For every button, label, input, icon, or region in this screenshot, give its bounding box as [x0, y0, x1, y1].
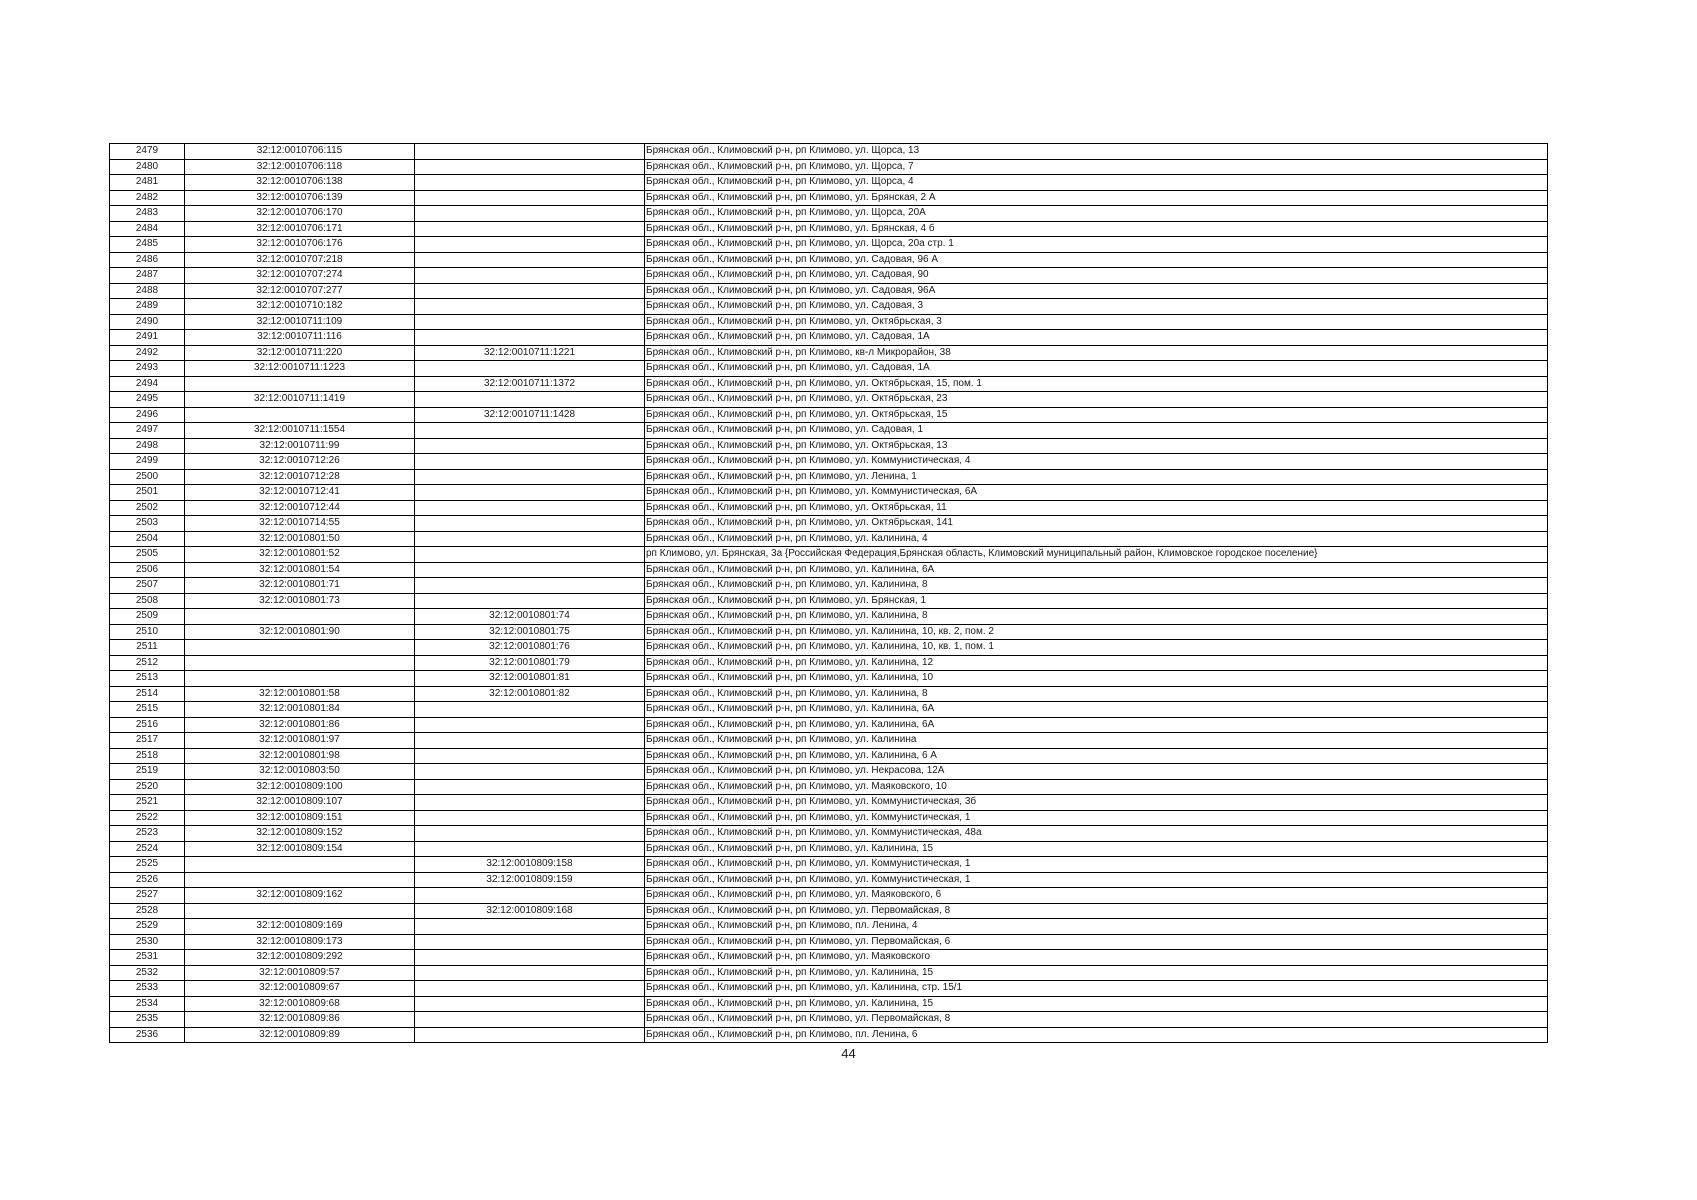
- table-row: [110, 454, 1548, 470]
- table-row: [110, 531, 1548, 547]
- related-cadastral-number: [415, 299, 645, 315]
- address-cell: Брянская обл., Климовский р-н, рп Климово, ул. Октябрьская, 23: [645, 392, 1548, 408]
- address-cell: Брянская обл., Климовский р-н, рп Климово, ул. Октябрьская, 15: [645, 407, 1548, 423]
- related-cadastral-number: 32:12:0010711:1428: [415, 407, 645, 423]
- table-row: [110, 376, 1548, 392]
- address-cell: Брянская обл., Климовский р-н, рп Климово, ул. Калинина, 8: [645, 578, 1548, 594]
- table-row: [110, 934, 1548, 950]
- table-row: [110, 671, 1548, 687]
- table-row: [110, 578, 1548, 594]
- cadastral-number: 32:12:0010801:58: [185, 686, 415, 702]
- cadastral-number: [185, 872, 415, 888]
- related-cadastral-number: 32:12:0010801:76: [415, 640, 645, 656]
- table-row: [110, 748, 1548, 764]
- cadastral-number: 32:12:0010706:176: [185, 237, 415, 253]
- row-number: 2499: [110, 454, 185, 470]
- related-cadastral-number: 32:12:0010809:159: [415, 872, 645, 888]
- cadastral-number: 32:12:0010706:139: [185, 190, 415, 206]
- row-number: 2521: [110, 795, 185, 811]
- cadastral-number: 32:12:0010711:1223: [185, 361, 415, 377]
- row-number: 2503: [110, 516, 185, 532]
- row-number: 2497: [110, 423, 185, 439]
- address-cell: Брянская обл., Климовский р-н, рп Климово, ул. Калинина, стр. 15/1: [645, 981, 1548, 997]
- address-cell: Брянская обл., Климовский р-н, рп Климово, ул. Калинина, 15: [645, 996, 1548, 1012]
- table-row: [110, 144, 1548, 160]
- related-cadastral-number: [415, 810, 645, 826]
- cadastral-number: 32:12:0010711:116: [185, 330, 415, 346]
- related-cadastral-number: [415, 578, 645, 594]
- address-cell: Брянская обл., Климовский р-н, рп Климово, ул. Садовая, 96А: [645, 283, 1548, 299]
- table-row: [110, 1012, 1548, 1028]
- address-cell: Брянская обл., Климовский р-н, рп Климово, ул. Садовая, 1А: [645, 330, 1548, 346]
- related-cadastral-number: [415, 779, 645, 795]
- table-row: [110, 361, 1548, 377]
- related-cadastral-number: [415, 361, 645, 377]
- cadastral-number: 32:12:0010712:41: [185, 485, 415, 501]
- related-cadastral-number: [415, 888, 645, 904]
- table-row: [110, 500, 1548, 516]
- cadastral-number: 32:12:0010714:55: [185, 516, 415, 532]
- related-cadastral-number: [415, 950, 645, 966]
- table-row: [110, 299, 1548, 315]
- cadastral-number: 32:12:0010801:97: [185, 733, 415, 749]
- related-cadastral-number: [415, 252, 645, 268]
- related-cadastral-number: [415, 516, 645, 532]
- table-row: [110, 159, 1548, 175]
- address-cell: Брянская обл., Климовский р-н, рп Климово, ул. Калинина, 6А: [645, 702, 1548, 718]
- address-cell: Брянская обл., Климовский р-н, рп Климово, ул. Брянская, 4 б: [645, 221, 1548, 237]
- row-number: 2480: [110, 159, 185, 175]
- cadastral-number: 32:12:0010801:98: [185, 748, 415, 764]
- related-cadastral-number: [415, 500, 645, 516]
- related-cadastral-number: [415, 175, 645, 191]
- address-cell: Брянская обл., Климовский р-н, рп Климово, ул. Коммунистическая, 1: [645, 872, 1548, 888]
- related-cadastral-number: 32:12:0010801:74: [415, 609, 645, 625]
- row-number: 2509: [110, 609, 185, 625]
- row-number: 2528: [110, 903, 185, 919]
- row-number: 2519: [110, 764, 185, 780]
- cadastral-number: 32:12:0010801:52: [185, 547, 415, 563]
- row-number: 2507: [110, 578, 185, 594]
- table-row: [110, 810, 1548, 826]
- row-number: 2516: [110, 717, 185, 733]
- address-cell: Брянская обл., Климовский р-н, рп Климово, ул. Октябрьская, 13: [645, 438, 1548, 454]
- cadastral-number: 32:12:0010809:154: [185, 841, 415, 857]
- cadastral-number: 32:12:0010809:151: [185, 810, 415, 826]
- related-cadastral-number: [415, 159, 645, 175]
- cadastral-number: 32:12:0010711:220: [185, 345, 415, 361]
- table-row: [110, 438, 1548, 454]
- cadastral-number: [185, 857, 415, 873]
- table-row: [110, 702, 1548, 718]
- related-cadastral-number: 32:12:0010801:82: [415, 686, 645, 702]
- cadastral-number: 32:12:0010809:100: [185, 779, 415, 795]
- address-cell: Брянская обл., Климовский р-н, рп Климово, ул. Калинина: [645, 733, 1548, 749]
- property-table: [109, 143, 1548, 1043]
- table-row: [110, 655, 1548, 671]
- row-number: 2525: [110, 857, 185, 873]
- related-cadastral-number: [415, 485, 645, 501]
- related-cadastral-number: [415, 919, 645, 935]
- related-cadastral-number: [415, 221, 645, 237]
- related-cadastral-number: [415, 841, 645, 857]
- table-row: [110, 981, 1548, 997]
- table-row: [110, 888, 1548, 904]
- cadastral-number: 32:12:0010706:115: [185, 144, 415, 160]
- related-cadastral-number: [415, 764, 645, 780]
- table-row: [110, 330, 1548, 346]
- cadastral-number: 32:12:0010706:118: [185, 159, 415, 175]
- table-row: [110, 996, 1548, 1012]
- row-number: 2527: [110, 888, 185, 904]
- row-number: 2496: [110, 407, 185, 423]
- related-cadastral-number: [415, 593, 645, 609]
- address-cell: Брянская обл., Климовский р-н, рп Климово, пл. Ленина, 4: [645, 919, 1548, 935]
- address-cell: Брянская обл., Климовский р-н, рп Климово, ул. Калинина, 8: [645, 609, 1548, 625]
- address-cell: Брянская обл., Климовский р-н, рп Климово, ул. Первомайская, 6: [645, 934, 1548, 950]
- cadastral-number: 32:12:0010706:170: [185, 206, 415, 222]
- cadastral-number: 32:12:0010711:99: [185, 438, 415, 454]
- row-number: 2526: [110, 872, 185, 888]
- row-number: 2524: [110, 841, 185, 857]
- address-cell: Брянская обл., Климовский р-н, рп Климово, ул. Октябрьская, 3: [645, 314, 1548, 330]
- table-row: [110, 950, 1548, 966]
- row-number: 2484: [110, 221, 185, 237]
- row-number: 2481: [110, 175, 185, 191]
- cadastral-number: 32:12:0010809:67: [185, 981, 415, 997]
- table-row: [110, 903, 1548, 919]
- cadastral-number: 32:12:0010707:218: [185, 252, 415, 268]
- row-number: 2489: [110, 299, 185, 315]
- table-row: [110, 1027, 1548, 1043]
- table-row: [110, 717, 1548, 733]
- row-number: 2487: [110, 268, 185, 284]
- cadastral-number: 32:12:0010803:50: [185, 764, 415, 780]
- row-number: 2518: [110, 748, 185, 764]
- table-row: [110, 640, 1548, 656]
- address-cell: Брянская обл., Климовский р-н, рп Климово, ул. Калинина, 15: [645, 965, 1548, 981]
- table-row: [110, 314, 1548, 330]
- address-cell: Брянская обл., Климовский р-н, рп Климово, ул. Калинина, 15: [645, 841, 1548, 857]
- table-row: [110, 175, 1548, 191]
- row-number: 2508: [110, 593, 185, 609]
- table-row: [110, 268, 1548, 284]
- table-row: [110, 562, 1548, 578]
- related-cadastral-number: [415, 392, 645, 408]
- related-cadastral-number: [415, 423, 645, 439]
- address-cell: Брянская обл., Климовский р-н, рп Климово, ул. Садовая, 1: [645, 423, 1548, 439]
- cadastral-number: [185, 609, 415, 625]
- cadastral-number: 32:12:0010809:89: [185, 1027, 415, 1043]
- cadastral-number: [185, 671, 415, 687]
- cadastral-number: 32:12:0010809:68: [185, 996, 415, 1012]
- table-row: [110, 283, 1548, 299]
- row-number: 2520: [110, 779, 185, 795]
- table-row: [110, 872, 1548, 888]
- related-cadastral-number: [415, 1027, 645, 1043]
- cadastral-number: 32:12:0010711:1554: [185, 423, 415, 439]
- address-cell: Брянская обл., Климовский р-н, рп Климово, ул. Щорса, 4: [645, 175, 1548, 191]
- row-number: 2485: [110, 237, 185, 253]
- cadastral-number: 32:12:0010706:138: [185, 175, 415, 191]
- row-number: 2513: [110, 671, 185, 687]
- table-row: [110, 593, 1548, 609]
- row-number: 2505: [110, 547, 185, 563]
- cadastral-number: 32:12:0010712:44: [185, 500, 415, 516]
- table-row: [110, 423, 1548, 439]
- table-row: [110, 779, 1548, 795]
- table-row: [110, 190, 1548, 206]
- table-row: [110, 206, 1548, 222]
- row-number: 2531: [110, 950, 185, 966]
- related-cadastral-number: [415, 1012, 645, 1028]
- table-row: [110, 345, 1548, 361]
- address-cell: Брянская обл., Климовский р-н, рп Климово, ул. Калинина, 10, кв. 1, пом. 1: [645, 640, 1548, 656]
- address-cell: Брянская обл., Климовский р-н, рп Климово, ул. Коммунистическая, 1: [645, 810, 1548, 826]
- related-cadastral-number: [415, 283, 645, 299]
- row-number: 2515: [110, 702, 185, 718]
- table-row: [110, 795, 1548, 811]
- related-cadastral-number: [415, 733, 645, 749]
- table-body: [110, 144, 1548, 1043]
- related-cadastral-number: [415, 438, 645, 454]
- row-number: 2529: [110, 919, 185, 935]
- address-cell: Брянская обл., Климовский р-н, рп Климово, пл. Ленина, 6: [645, 1027, 1548, 1043]
- cadastral-number: 32:12:0010809:173: [185, 934, 415, 950]
- cadastral-number: 32:12:0010801:84: [185, 702, 415, 718]
- cadastral-number: 32:12:0010809:107: [185, 795, 415, 811]
- row-number: 2504: [110, 531, 185, 547]
- address-cell: Брянская обл., Климовский р-н, рп Климово, ул. Садовая, 90: [645, 268, 1548, 284]
- row-number: 2491: [110, 330, 185, 346]
- related-cadastral-number: [415, 748, 645, 764]
- cadastral-number: 32:12:0010801:73: [185, 593, 415, 609]
- address-cell: Брянская обл., Климовский р-н, рп Климово, ул. Калинина, 12: [645, 655, 1548, 671]
- row-number: 2512: [110, 655, 185, 671]
- table-row: [110, 764, 1548, 780]
- cadastral-number: 32:12:0010712:28: [185, 469, 415, 485]
- cadastral-number: 32:12:0010711:1419: [185, 392, 415, 408]
- cadastral-number: 32:12:0010809:169: [185, 919, 415, 935]
- address-cell: Брянская обл., Климовский р-н, рп Климово, ул. Садовая, 96 А: [645, 252, 1548, 268]
- table-row: [110, 516, 1548, 532]
- table-row: [110, 965, 1548, 981]
- related-cadastral-number: [415, 826, 645, 842]
- row-number: 2494: [110, 376, 185, 392]
- row-number: 2532: [110, 965, 185, 981]
- table-row: [110, 609, 1548, 625]
- address-cell: Брянская обл., Климовский р-н, рп Климово, ул. Коммунистическая, 1: [645, 857, 1548, 873]
- address-cell: Брянская обл., Климовский р-н, рп Климово, ул. Калинина, 6А: [645, 717, 1548, 733]
- address-cell: Брянская обл., Климовский р-н, рп Климово, ул. Маяковского, 6: [645, 888, 1548, 904]
- address-cell: Брянская обл., Климовский р-н, рп Климово, ул. Первомайская, 8: [645, 903, 1548, 919]
- table-row: [110, 237, 1548, 253]
- related-cadastral-number: [415, 237, 645, 253]
- related-cadastral-number: 32:12:0010801:81: [415, 671, 645, 687]
- table-row: [110, 221, 1548, 237]
- row-number: 2490: [110, 314, 185, 330]
- table-row: [110, 733, 1548, 749]
- table-row: [110, 841, 1548, 857]
- row-number: 2492: [110, 345, 185, 361]
- address-cell: Брянская обл., Климовский р-н, рп Климово, ул. Щорса, 20А: [645, 206, 1548, 222]
- row-number: 2483: [110, 206, 185, 222]
- table-row: [110, 407, 1548, 423]
- related-cadastral-number: [415, 206, 645, 222]
- address-cell: Брянская обл., Климовский р-н, рп Климово, ул. Калинина, 10, кв. 2, пом. 2: [645, 624, 1548, 640]
- cadastral-number: 32:12:0010809:86: [185, 1012, 415, 1028]
- related-cadastral-number: [415, 934, 645, 950]
- row-number: 2501: [110, 485, 185, 501]
- row-number: 2506: [110, 562, 185, 578]
- cadastral-number: 32:12:0010801:50: [185, 531, 415, 547]
- address-cell: Брянская обл., Климовский р-н, рп Климово, ул. Маяковского: [645, 950, 1548, 966]
- related-cadastral-number: 32:12:0010801:79: [415, 655, 645, 671]
- related-cadastral-number: [415, 454, 645, 470]
- related-cadastral-number: [415, 268, 645, 284]
- address-cell: Брянская обл., Климовский р-н, рп Климово, ул. Садовая, 1А: [645, 361, 1548, 377]
- address-cell: Брянская обл., Климовский р-н, рп Климово, ул. Калинина, 6 А: [645, 748, 1548, 764]
- related-cadastral-number: [415, 547, 645, 563]
- cadastral-number: 32:12:0010809:162: [185, 888, 415, 904]
- row-number: 2479: [110, 144, 185, 160]
- address-cell: Брянская обл., Климовский р-н, рп Климово, ул. Коммунистическая, 4: [645, 454, 1548, 470]
- row-number: 2536: [110, 1027, 185, 1043]
- table-row: [110, 252, 1548, 268]
- related-cadastral-number: [415, 190, 645, 206]
- related-cadastral-number: 32:12:0010711:1372: [415, 376, 645, 392]
- row-number: 2502: [110, 500, 185, 516]
- related-cadastral-number: [415, 144, 645, 160]
- row-number: 2511: [110, 640, 185, 656]
- related-cadastral-number: 32:12:0010809:168: [415, 903, 645, 919]
- cadastral-number: 32:12:0010809:57: [185, 965, 415, 981]
- row-number: 2488: [110, 283, 185, 299]
- table-row: [110, 919, 1548, 935]
- row-number: 2533: [110, 981, 185, 997]
- related-cadastral-number: [415, 330, 645, 346]
- address-cell: Брянская обл., Климовский р-н, рп Климово, ул. Первомайская, 8: [645, 1012, 1548, 1028]
- row-number: 2493: [110, 361, 185, 377]
- address-cell: Брянская обл., Климовский р-н, рп Климово, ул. Маяковского, 10: [645, 779, 1548, 795]
- row-number: 2514: [110, 686, 185, 702]
- address-cell: Брянская обл., Климовский р-н, рп Климово, ул. Октябрьская, 141: [645, 516, 1548, 532]
- related-cadastral-number: [415, 965, 645, 981]
- address-cell: Брянская обл., Климовский р-н, рп Климово, ул. Некрасова, 12А: [645, 764, 1548, 780]
- address-cell: рп Климово, ул. Брянская, 3а {Российская Федерация,Брянская область, Климовский муниципальный район, Климовское городское поселение}: [645, 547, 1548, 563]
- table-row: [110, 485, 1548, 501]
- address-cell: Брянская обл., Климовский р-н, рп Климово, кв-л Микрорайон, 38: [645, 345, 1548, 361]
- cadastral-number: [185, 640, 415, 656]
- address-cell: Брянская обл., Климовский р-н, рп Климово, ул. Октябрьская, 11: [645, 500, 1548, 516]
- cadastral-number: 32:12:0010801:90: [185, 624, 415, 640]
- address-cell: Брянская обл., Климовский р-н, рп Климово, ул. Калинина, 10: [645, 671, 1548, 687]
- table-row: [110, 686, 1548, 702]
- related-cadastral-number: [415, 469, 645, 485]
- row-number: 2498: [110, 438, 185, 454]
- row-number: 2510: [110, 624, 185, 640]
- address-cell: Брянская обл., Климовский р-н, рп Климово, ул. Садовая, 3: [645, 299, 1548, 315]
- table-row: [110, 857, 1548, 873]
- row-number: 2522: [110, 810, 185, 826]
- related-cadastral-number: [415, 702, 645, 718]
- address-cell: Брянская обл., Климовский р-н, рп Климово, ул. Брянская, 1: [645, 593, 1548, 609]
- address-cell: Брянская обл., Климовский р-н, рп Климово, ул. Брянская, 2 А: [645, 190, 1548, 206]
- address-cell: Брянская обл., Климовский р-н, рп Климово, ул. Щорса, 13: [645, 144, 1548, 160]
- cadastral-number: 32:12:0010710:182: [185, 299, 415, 315]
- related-cadastral-number: [415, 717, 645, 733]
- row-number: 2482: [110, 190, 185, 206]
- row-number: 2535: [110, 1012, 185, 1028]
- cadastral-number: [185, 376, 415, 392]
- address-cell: Брянская обл., Климовский р-н, рп Климово, ул. Калинина, 6А: [645, 562, 1548, 578]
- table-row: [110, 624, 1548, 640]
- address-cell: Брянская обл., Климовский р-н, рп Климово, ул. Октябрьская, 15, пом. 1: [645, 376, 1548, 392]
- cadastral-number: 32:12:0010801:71: [185, 578, 415, 594]
- row-number: 2486: [110, 252, 185, 268]
- related-cadastral-number: [415, 531, 645, 547]
- address-cell: Брянская обл., Климовский р-н, рп Климово, ул. Коммунистическая, 3б: [645, 795, 1548, 811]
- table-row: [110, 826, 1548, 842]
- cadastral-number: [185, 407, 415, 423]
- row-number: 2517: [110, 733, 185, 749]
- cadastral-number: 32:12:0010712:26: [185, 454, 415, 470]
- address-cell: Брянская обл., Климовский р-н, рп Климово, ул. Коммунистическая, 6А: [645, 485, 1548, 501]
- related-cadastral-number: [415, 981, 645, 997]
- cadastral-number: 32:12:0010801:54: [185, 562, 415, 578]
- cadastral-number: 32:12:0010707:274: [185, 268, 415, 284]
- row-number: 2534: [110, 996, 185, 1012]
- cadastral-number: [185, 655, 415, 671]
- address-cell: Брянская обл., Климовский р-н, рп Климово, ул. Калинина, 4: [645, 531, 1548, 547]
- row-number: 2523: [110, 826, 185, 842]
- related-cadastral-number: 32:12:0010801:75: [415, 624, 645, 640]
- row-number: 2495: [110, 392, 185, 408]
- row-number: 2530: [110, 934, 185, 950]
- cadastral-number: [185, 903, 415, 919]
- address-cell: Брянская обл., Климовский р-н, рп Климово, ул. Щорса, 7: [645, 159, 1548, 175]
- related-cadastral-number: [415, 562, 645, 578]
- address-cell: Брянская обл., Климовский р-н, рп Климово, ул. Щорса, 20а стр. 1: [645, 237, 1548, 253]
- page-number: 44: [841, 1046, 856, 1061]
- address-cell: Брянская обл., Климовский р-н, рп Климово, ул. Коммунистическая, 48а: [645, 826, 1548, 842]
- related-cadastral-number: 32:12:0010809:158: [415, 857, 645, 873]
- row-number: 2500: [110, 469, 185, 485]
- related-cadastral-number: [415, 795, 645, 811]
- related-cadastral-number: [415, 314, 645, 330]
- cadastral-number: 32:12:0010801:86: [185, 717, 415, 733]
- related-cadastral-number: [415, 996, 645, 1012]
- cadastral-number: 32:12:0010711:109: [185, 314, 415, 330]
- related-cadastral-number: 32:12:0010711:1221: [415, 345, 645, 361]
- table-row: [110, 392, 1548, 408]
- address-cell: Брянская обл., Климовский р-н, рп Климово, ул. Калинина, 8: [645, 686, 1548, 702]
- cadastral-number: 32:12:0010706:171: [185, 221, 415, 237]
- cadastral-number: 32:12:0010809:292: [185, 950, 415, 966]
- cadastral-number: 32:12:0010809:152: [185, 826, 415, 842]
- address-cell: Брянская обл., Климовский р-н, рп Климово, ул. Ленина, 1: [645, 469, 1548, 485]
- table-row: [110, 547, 1548, 563]
- table-row: [110, 469, 1548, 485]
- cadastral-number: 32:12:0010707:277: [185, 283, 415, 299]
